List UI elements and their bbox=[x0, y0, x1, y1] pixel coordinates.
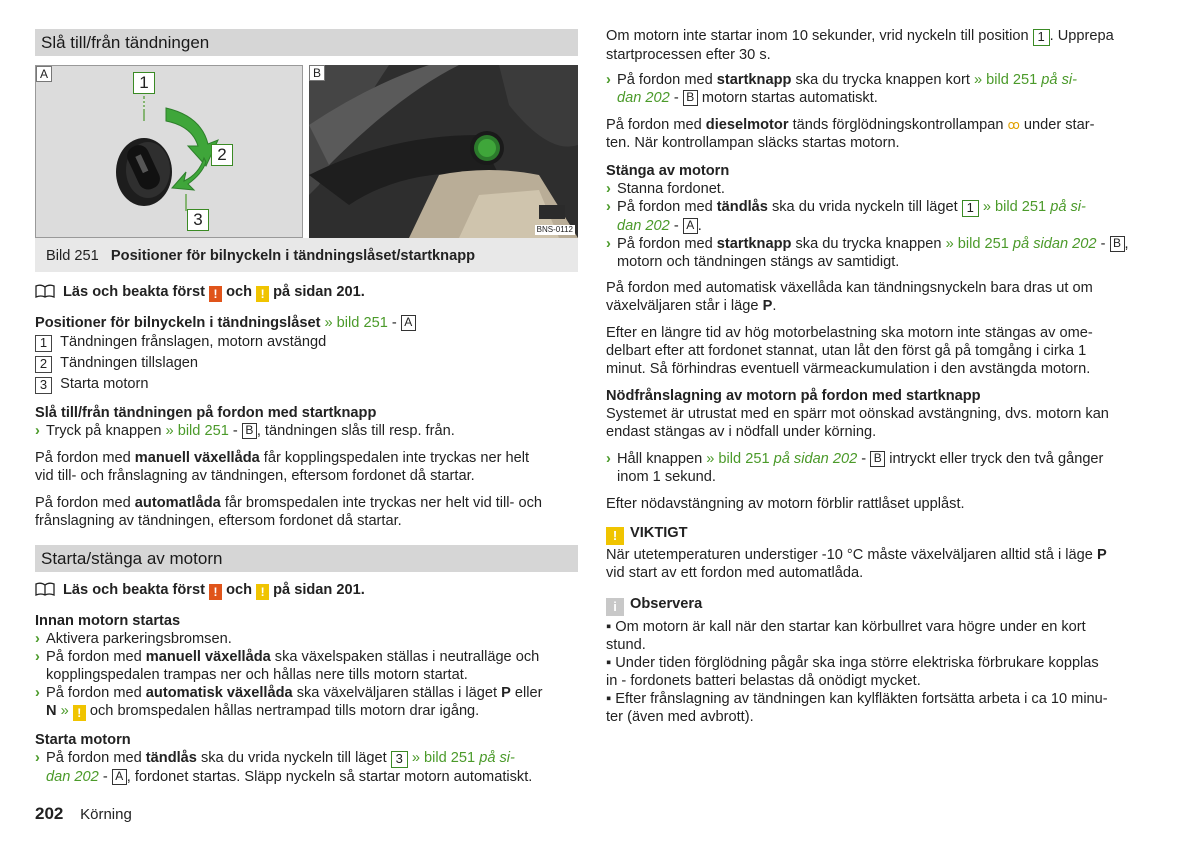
position-text: Starta motorn bbox=[60, 376, 149, 392]
text: in - fordonets batteri belastas då onödigt mycket. bbox=[606, 673, 921, 689]
observera-title: Observera bbox=[630, 596, 703, 612]
positions-title: Positioner för bilnyckeln i tändningslåset bbox=[35, 315, 321, 331]
text: växelväljaren står i läge bbox=[606, 298, 759, 314]
text: , tändningen slås till resp. från. bbox=[256, 423, 455, 439]
text: På fordon med bbox=[617, 236, 713, 252]
chevron-right-icon: › bbox=[35, 750, 40, 766]
sep: - bbox=[861, 451, 867, 467]
warning-red-icon: ! bbox=[209, 584, 222, 600]
warning-red-icon: ! bbox=[209, 286, 222, 302]
text: tänds förglödningskontrollampan bbox=[792, 117, 1004, 133]
position-number: 1 bbox=[1033, 29, 1050, 46]
figure-panel-a bbox=[35, 65, 303, 238]
sep: - bbox=[1100, 236, 1106, 252]
text: På fordon med bbox=[617, 199, 713, 215]
emergency-paragraph bbox=[606, 405, 1154, 441]
text: . bbox=[697, 218, 702, 234]
position-text: Tändningen frånslagen, motorn avstängd bbox=[60, 334, 327, 350]
list-item bbox=[35, 684, 578, 702]
read-note-and: och bbox=[226, 284, 253, 300]
list-item bbox=[35, 648, 578, 666]
text-bold: manuell växellåda bbox=[145, 649, 271, 665]
text-bold: manuell växellåda bbox=[134, 450, 260, 466]
viktigt-box bbox=[606, 524, 1154, 582]
text-bold: automatlåda bbox=[134, 495, 221, 511]
footer-section: Körning bbox=[80, 806, 132, 823]
before-start-heading: Innan motorn startas bbox=[35, 613, 181, 629]
text: ten. När kontrollampan släcks startas motorn. bbox=[606, 135, 900, 151]
text-bold: P bbox=[1096, 547, 1107, 563]
start-engine-item bbox=[35, 749, 578, 786]
sep: - bbox=[673, 218, 679, 234]
position-number: 3 bbox=[391, 751, 408, 768]
section-heading-engine: Starta/stänga av motorn bbox=[35, 545, 578, 572]
auto-key-paragraph bbox=[606, 279, 1154, 315]
read-note-and: och bbox=[226, 582, 253, 598]
positions-heading bbox=[35, 314, 578, 332]
text: Aktivera parkeringsbromsen. bbox=[46, 631, 232, 647]
section-heading-ignition: Slå till/från tändningen bbox=[35, 29, 578, 56]
page-ref-link[interactable]: på sidan 202 bbox=[1012, 236, 1097, 252]
read-note-2 bbox=[35, 581, 578, 600]
read-note-suffix: på sidan 201. bbox=[273, 582, 365, 598]
list-item bbox=[35, 630, 578, 648]
book-icon bbox=[35, 582, 55, 596]
text: motorn och tändningen stängs av samtidigt. bbox=[617, 254, 900, 270]
bild-ref-link[interactable]: » bild 251 bbox=[411, 750, 476, 766]
bild-ref-link[interactable]: » bild 251 bbox=[165, 423, 229, 439]
list-item bbox=[606, 180, 1154, 198]
figure-251 bbox=[35, 65, 578, 238]
text-bold: startknapp bbox=[716, 236, 792, 252]
positions-box: A bbox=[401, 315, 416, 331]
text: På fordon med bbox=[606, 117, 702, 133]
positions-list bbox=[35, 333, 578, 396]
startknapp-item bbox=[35, 422, 578, 440]
load-paragraph bbox=[606, 324, 1154, 378]
page-ref-link[interactable]: dan 202 bbox=[617, 218, 670, 234]
text: Om motorn är kall när den startar kan körbullret vara högre under en kort bbox=[615, 619, 1086, 635]
sep: - bbox=[232, 423, 238, 439]
text-bold: P bbox=[501, 685, 511, 701]
text: . bbox=[772, 298, 777, 314]
text: På fordon med bbox=[35, 450, 131, 466]
glow-plug-icon: ꝏ bbox=[1007, 118, 1020, 132]
text: endast stängas av i nödfall under körning. bbox=[606, 424, 877, 440]
text-bold: tändlås bbox=[716, 199, 768, 215]
page-ref-link[interactable]: på si- bbox=[1050, 199, 1086, 215]
figure-caption bbox=[35, 238, 578, 272]
positions-ref-link[interactable]: » bild 251 bbox=[324, 315, 388, 331]
text: På fordon med bbox=[617, 72, 713, 88]
startknapp-heading: Slå till/från tändningen på fordon med startknapp bbox=[35, 405, 377, 421]
emergency-heading: Nödfrånslagning av motorn på fordon med startknapp bbox=[606, 388, 981, 404]
text: ter (även med avbrott). bbox=[606, 709, 754, 725]
page-ref-link[interactable]: på si- bbox=[1041, 72, 1077, 88]
text: intryckt eller tryck den två gånger bbox=[889, 451, 1104, 467]
text: ska du vrida nyckeln till läget bbox=[771, 199, 958, 215]
list-item bbox=[606, 198, 1154, 217]
text: får kopplingspedalen inte tryckas ner helt bbox=[263, 450, 530, 466]
ref-box: B bbox=[870, 451, 885, 467]
text: Om motorn inte startar inom 10 sekunder, vrid nyckeln till position bbox=[606, 28, 1029, 44]
ref-box: B bbox=[1110, 236, 1125, 252]
text: Håll knappen bbox=[617, 451, 703, 467]
auto-paragraph bbox=[35, 494, 578, 530]
text: På fordon med bbox=[46, 685, 142, 701]
position-number: 1 bbox=[962, 200, 979, 217]
position-number: 2 bbox=[35, 356, 52, 373]
text-bold: dieselmotor bbox=[705, 117, 789, 133]
page-ref-link[interactable]: på si- bbox=[479, 750, 515, 766]
info-icon: i bbox=[606, 598, 624, 616]
warning-yellow-icon: ! bbox=[73, 705, 86, 721]
position-number: 3 bbox=[35, 377, 52, 394]
chevron-right-icon: › bbox=[606, 199, 611, 215]
text: ska du vrida nyckeln till läget bbox=[200, 750, 387, 766]
list-item bbox=[35, 354, 578, 375]
position-text: Tändningen tillslagen bbox=[60, 355, 199, 371]
text: frånslagning av tändningen, eftersom fordonet då startar. bbox=[35, 513, 402, 529]
text: ska växelväljaren ställas i läget bbox=[296, 685, 498, 701]
text: På fordon med bbox=[46, 750, 142, 766]
text: motorn startas automatiskt. bbox=[701, 90, 878, 106]
text: , bbox=[1124, 236, 1129, 252]
text: under star- bbox=[1023, 117, 1095, 133]
text: startprocessen efter 30 s. bbox=[606, 47, 771, 63]
figure-panel-b bbox=[309, 65, 578, 238]
callout-2: 2 bbox=[211, 144, 233, 166]
bild-ref-link[interactable]: » bild 251 bbox=[945, 236, 1009, 252]
chevron-right-icon: › bbox=[35, 649, 40, 665]
text: stund. bbox=[606, 637, 646, 653]
list-item bbox=[35, 333, 578, 354]
chevron-right-icon: › bbox=[606, 236, 611, 252]
text: ska du trycka knappen kort bbox=[795, 72, 970, 88]
list-item-cont bbox=[35, 702, 578, 721]
text: ska växelspaken ställas i neutralläge och bbox=[274, 649, 540, 665]
callout-3: 3 bbox=[187, 209, 209, 231]
text: minut. Så förhindras eventuell värmeackumulation i den avstängda motorn. bbox=[606, 361, 1091, 377]
text: På fordon med automatisk växellåda kan tändningsnyckeln bara dras ut om bbox=[606, 280, 1093, 296]
text: vid till- och frånslagning av tändningen, eftersom fordonet då startar. bbox=[35, 468, 475, 484]
text: Efter frånslagning av tändningen kan kylfläkten fortsätta arbeta i ca 10 minu- bbox=[615, 691, 1108, 707]
text: delbart efter att fordonet stannat, utan låt den först gå på tomgång i cirka 1 bbox=[606, 343, 1087, 359]
sep: - bbox=[673, 90, 679, 106]
start-button-photo bbox=[309, 65, 578, 238]
text: Tryck på knappen bbox=[46, 423, 162, 439]
text-bold: automatisk växellåda bbox=[145, 685, 293, 701]
read-note-suffix: på sidan 201. bbox=[273, 284, 365, 300]
caption-text: Positioner för bilnyckeln i tändningslåset/startknapp bbox=[110, 248, 476, 264]
text: inom 1 sekund. bbox=[617, 469, 716, 485]
text: På fordon med bbox=[35, 495, 131, 511]
text: ska du trycka knappen bbox=[795, 236, 942, 252]
manual-paragraph bbox=[35, 449, 578, 485]
position-number: 1 bbox=[35, 335, 52, 352]
emergency-item bbox=[606, 450, 1154, 486]
chevron-right-icon: › bbox=[606, 451, 611, 467]
text: På fordon med bbox=[46, 649, 142, 665]
text: Systemet är utrustat med en spärr mot oönskad avstängning, dvs. motorn kan bbox=[606, 406, 1109, 422]
page-ref-link[interactable]: dan 202 bbox=[46, 769, 99, 785]
panel-a-letter: A bbox=[36, 66, 52, 82]
text-bold: tändlås bbox=[145, 750, 197, 766]
chevron-right-icon: › bbox=[35, 631, 40, 647]
bild-ref-link[interactable]: » bild 251 bbox=[982, 199, 1047, 215]
page-ref-link[interactable]: på sidan 202 bbox=[773, 451, 858, 467]
stop-engine-list bbox=[606, 180, 1154, 271]
bild-ref-link[interactable]: » bild 251 bbox=[706, 451, 770, 467]
text: , fordonet startas. Släpp nyckeln så startar motorn automatiskt. bbox=[126, 769, 533, 785]
text: Efter en längre tid av hög motorbelastning ska motorn inte stängas av ome- bbox=[606, 325, 1093, 341]
text: Stanna fordonet. bbox=[617, 181, 725, 197]
bild-ref-link[interactable]: » bild 251 bbox=[973, 72, 1038, 88]
text-bold: P bbox=[762, 298, 773, 314]
ref-box: A bbox=[112, 769, 127, 785]
retry-paragraph bbox=[606, 27, 1154, 64]
read-note-1 bbox=[35, 283, 578, 302]
text: eller bbox=[514, 685, 543, 701]
text: vid start av ett fordon med automatlåda. bbox=[606, 565, 864, 581]
page-ref-link[interactable]: dan 202 bbox=[617, 90, 670, 106]
ref-arrow: » bbox=[60, 703, 69, 719]
read-note-prefix: Läs och beakta först bbox=[63, 582, 205, 598]
warning-yellow-icon: ! bbox=[256, 286, 269, 302]
caption-label: Bild 251 bbox=[46, 248, 99, 264]
chevron-right-icon: › bbox=[606, 72, 611, 88]
callout-1: 1 bbox=[133, 72, 155, 94]
text: När utetemperaturen understiger -10 °C måste växelväljaren alltid stå i läge bbox=[606, 547, 1093, 563]
chevron-right-icon: › bbox=[35, 685, 40, 701]
figure-code: BNS-0112 bbox=[536, 225, 573, 234]
ignition-key-illustration bbox=[36, 66, 302, 237]
observera-box: i Observera ▪ Om motorn är kall när den startar kan körbullret vara högre under en kort stund. ▪ Under tiden förglödning pågår ska inga större elektriska förbrukare kopplas in - fordonets batteri belastas då onödigt mycket. ▪ Efter frånslagning av tändningen kan kylfläkten fortsätta arbeta i ca 10 minu- ter (även med avbrott). bbox=[606, 595, 1154, 726]
list-item bbox=[35, 375, 578, 396]
page-footer bbox=[35, 805, 132, 824]
text: får bromspedalen inte tryckas ner helt vid till- och bbox=[224, 495, 542, 511]
ref-box: B bbox=[683, 90, 698, 106]
text: kopplingspedalen trampas ner och hållas nere tills motorn startat. bbox=[46, 667, 468, 683]
before-start-list bbox=[35, 630, 578, 721]
positions-sep: - bbox=[391, 315, 397, 331]
read-note-prefix: Läs och beakta först bbox=[63, 284, 205, 300]
viktigt-title: VIKTIGT bbox=[630, 525, 688, 541]
ref-box: B bbox=[242, 423, 257, 439]
text: Under tiden förglödning pågår ska inga större elektriska förbrukare kopplas bbox=[615, 655, 1099, 671]
warning-yellow-icon: ! bbox=[256, 584, 269, 600]
stop-engine-heading: Stänga av motorn bbox=[606, 163, 730, 179]
chevron-right-icon: › bbox=[606, 181, 611, 197]
panel-b-letter: B bbox=[309, 65, 325, 81]
ref-box: A bbox=[683, 218, 698, 234]
page-number: 202 bbox=[35, 804, 64, 823]
start-engine-heading: Starta motorn bbox=[35, 732, 131, 748]
text-bold: startknapp bbox=[716, 72, 792, 88]
text-bold: N bbox=[46, 703, 57, 719]
chevron-right-icon: › bbox=[35, 423, 40, 439]
text: och bromspedalen hållas nertrampad tills motorn drar igång. bbox=[89, 703, 480, 719]
diesel-paragraph bbox=[606, 116, 1154, 152]
list-item bbox=[606, 235, 1154, 253]
after-emergency-text: Efter nödavstängning av motorn förblir rattlåset upplåst. bbox=[606, 496, 965, 512]
sep: - bbox=[102, 769, 108, 785]
warning-yellow-icon: ! bbox=[606, 527, 624, 545]
text: . Upprepa bbox=[1049, 28, 1114, 44]
startknapp-start-item bbox=[606, 71, 1154, 107]
book-icon bbox=[35, 284, 55, 298]
